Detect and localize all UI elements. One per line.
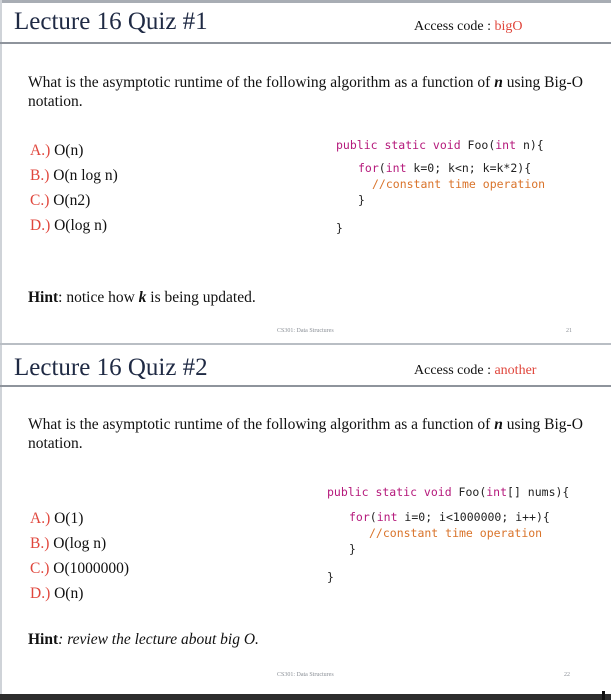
code-keyword: for [358, 161, 379, 175]
option-b [30, 163, 118, 188]
option-text: O(n) [50, 585, 84, 602]
question-variable: n [494, 74, 503, 91]
option-text: O(n log n) [49, 167, 118, 184]
slide-1 [0, 0, 611, 343]
code-text: Foo( [451, 485, 487, 499]
code-text: i=0; i<1000000; i++){ [397, 510, 550, 524]
code-line-3 [336, 176, 545, 192]
bottom-bar [0, 694, 611, 700]
option-letter: D.) [30, 217, 51, 234]
code-keyword: int [495, 138, 517, 152]
code-line-1 [327, 484, 569, 500]
option-text: O(log n) [49, 535, 107, 552]
code-comment: //constant time operation [369, 526, 543, 540]
access-code [414, 363, 536, 379]
cursor-mark [602, 691, 605, 700]
code-text: } [358, 193, 365, 207]
hint-label: Hint [28, 289, 59, 306]
access-code-label: Access code : [414, 363, 495, 378]
access-code [414, 19, 522, 35]
slide-left-border [0, 345, 2, 700]
code-keyword: public static void [327, 485, 452, 499]
slide-footer: CS301: Data Structures [277, 672, 334, 678]
code-keyword: int [486, 485, 508, 499]
question-pre: What is the asymptotic runtime of the following algorithm as a function of [28, 416, 495, 433]
option-letter: B.) [30, 167, 50, 184]
hint-body: : review the lecture about big O. [58, 631, 259, 648]
option-letter: A.) [30, 510, 51, 527]
option-letter: C.) [30, 560, 50, 577]
option-letter: A.) [30, 142, 51, 159]
code-text: ( [369, 510, 377, 524]
slide-top-bar [0, 0, 611, 3]
option-letter: C.) [30, 192, 50, 209]
code-line-2 [336, 160, 545, 176]
option-b [30, 531, 129, 556]
option-letter: B.) [30, 535, 50, 552]
code-block [336, 137, 545, 236]
option-text: O(1000000) [49, 560, 130, 577]
page-number: 22 [564, 672, 570, 678]
option-c [30, 556, 129, 581]
code-keyword: int [385, 161, 407, 175]
code-comment: //constant time operation [372, 177, 546, 191]
code-text: [] nums){ [507, 485, 570, 499]
option-text: O(log n) [50, 217, 108, 234]
option-d [30, 213, 118, 238]
slide-title: Lecture 16 Quiz #2 [14, 354, 208, 381]
question-pre: What is the asymptotic runtime of the following algorithm as a function of [28, 74, 495, 91]
code-line-5 [336, 220, 545, 236]
option-d [30, 581, 129, 606]
code-text: } [349, 542, 356, 556]
code-text: } [327, 570, 334, 584]
title-underline [0, 42, 611, 44]
hint-text [28, 631, 259, 649]
question-post: using Big-O notation. [28, 416, 583, 452]
code-line-4 [327, 541, 569, 557]
hint-post: is being updated. [146, 289, 256, 306]
option-a [30, 506, 129, 531]
code-keyword: public static void [336, 138, 461, 152]
code-text: ( [378, 161, 386, 175]
option-text: O(n) [50, 142, 84, 159]
access-code-label: Access code : [414, 19, 495, 34]
code-text: k=0; k<n; k=k*2){ [406, 161, 532, 175]
code-line-4 [336, 192, 545, 208]
code-line-5 [327, 569, 569, 585]
question-text [28, 73, 588, 111]
access-code-value: another [494, 363, 537, 378]
code-keyword: for [349, 510, 370, 524]
code-keyword: int [376, 510, 398, 524]
code-line-1 [336, 137, 545, 153]
hint-variable: k [138, 289, 147, 306]
slide-footer: CS301: Data Structures [277, 328, 334, 334]
code-line-2 [327, 509, 569, 525]
slide-title: Lecture 16 Quiz #1 [14, 8, 208, 35]
answer-options [30, 138, 118, 238]
question-text [28, 415, 588, 453]
slide-2 [0, 345, 611, 700]
hint-label: Hint [28, 631, 59, 648]
hint-pre: : notice how [58, 289, 139, 306]
page-number: 21 [566, 328, 572, 334]
option-text: O(1) [50, 510, 84, 527]
slide-left-border [0, 0, 2, 343]
code-text: } [336, 221, 343, 235]
option-c [30, 188, 118, 213]
question-post: using Big-O notation. [28, 74, 583, 110]
code-text: Foo( [460, 138, 496, 152]
option-letter: D.) [30, 585, 51, 602]
code-block [327, 484, 569, 585]
option-text: O(n2) [49, 192, 91, 209]
access-code-value: bigO [494, 19, 523, 34]
code-text: n){ [516, 138, 544, 152]
answer-options [30, 506, 129, 606]
question-variable: n [494, 416, 503, 433]
option-a [30, 138, 118, 163]
title-underline [0, 385, 611, 387]
hint-text [28, 289, 256, 307]
code-line-3 [327, 525, 569, 541]
